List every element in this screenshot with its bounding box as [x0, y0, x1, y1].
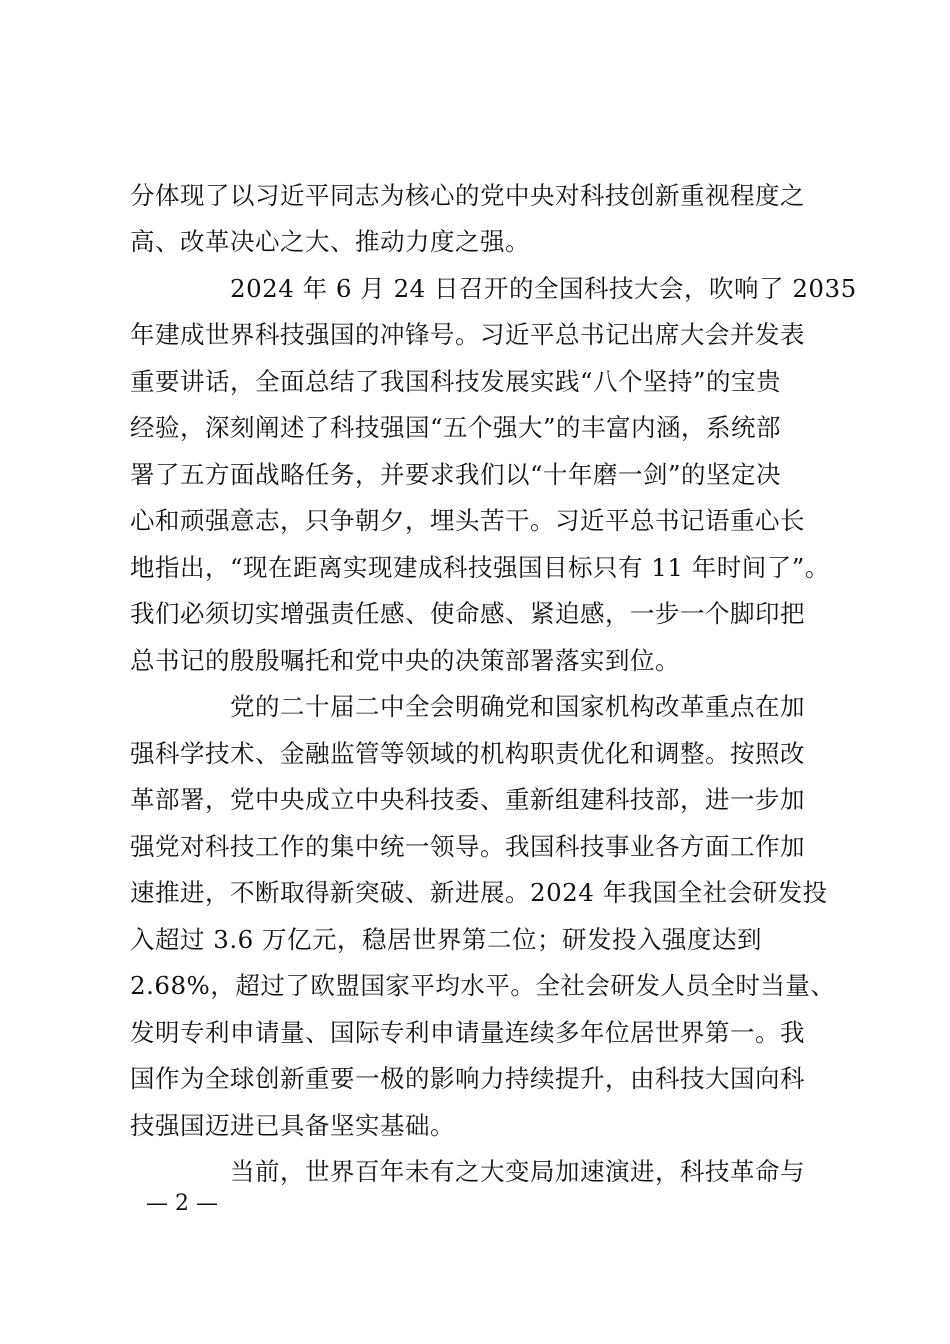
text-line: 革部署，党中央成立中央科技委、重新组建科技部，进一步加	[130, 785, 805, 814]
text-line: 重要讲话，全面总结了我国科技发展实践“八个坚持”的宝贵	[130, 367, 782, 396]
paragraph-start-line: 2024 年 6 月 24 日召开的全国科技大会，吹响了 2035	[230, 274, 857, 303]
text-line: 心和顽强意志，只争朝夕，埋头苦干。习近平总书记语重心长	[130, 506, 805, 535]
text-line: 分体现了以习近平同志为核心的党中央对科技创新重视程度之	[130, 181, 805, 210]
text-line: 2.68%，超过了欧盟国家平均水平。全社会研发人员全时当量、	[130, 971, 836, 1000]
text-line: 强科学技术、金融监管等领域的机构职责优化和调整。按照改	[130, 739, 805, 768]
text-line: 年建成世界科技强国的冲锋号。习近平总书记出席大会并发表	[130, 320, 805, 349]
text-line: 经验，深刻阐述了科技强国“五个强大”的丰富内涵，系统部	[130, 413, 782, 442]
text-line: 技强国迈进已具备坚实基础。	[130, 1111, 455, 1140]
paragraph-start-line: 当前，世界百年未有之大变局加速演进，科技革命与	[230, 1157, 805, 1186]
text-line: 强党对科技工作的集中统一领导。我国科技事业各方面工作加	[130, 832, 805, 861]
paragraph-start-line: 党的二十届二中全会明确党和国家机构改革重点在加	[230, 692, 805, 721]
text-line: 入超过 3.6 万亿元，稳居世界第二位；研发投入强度达到	[130, 925, 763, 954]
text-line: 我们必须切实增强责任感、使命感、紧迫感，一步一个脚印把	[130, 599, 805, 628]
text-line: 署了五方面战略任务，并要求我们以“十年磨一剑”的坚定决	[130, 460, 782, 489]
text-line: 速推进，不断取得新突破、新进展。2024 年我国全社会研发投	[130, 878, 828, 907]
text-line: 国作为全球创新重要一极的影响力持续提升，由科技大国向科	[130, 1064, 805, 1093]
text-line: 总书记的殷殷嘱托和党中央的决策部署落实到位。	[130, 646, 680, 675]
text-line: 地指出，“现在距离实现建成科技强国目标只有 11 年时间了”。	[130, 553, 830, 582]
text-line: 高、改革决心之大、推动力度之强。	[130, 227, 530, 256]
text-line: 发明专利申请量、国际专利申请量连续多年位居世界第一。我	[130, 1018, 805, 1047]
page-number: — 2 —	[146, 1191, 218, 1216]
